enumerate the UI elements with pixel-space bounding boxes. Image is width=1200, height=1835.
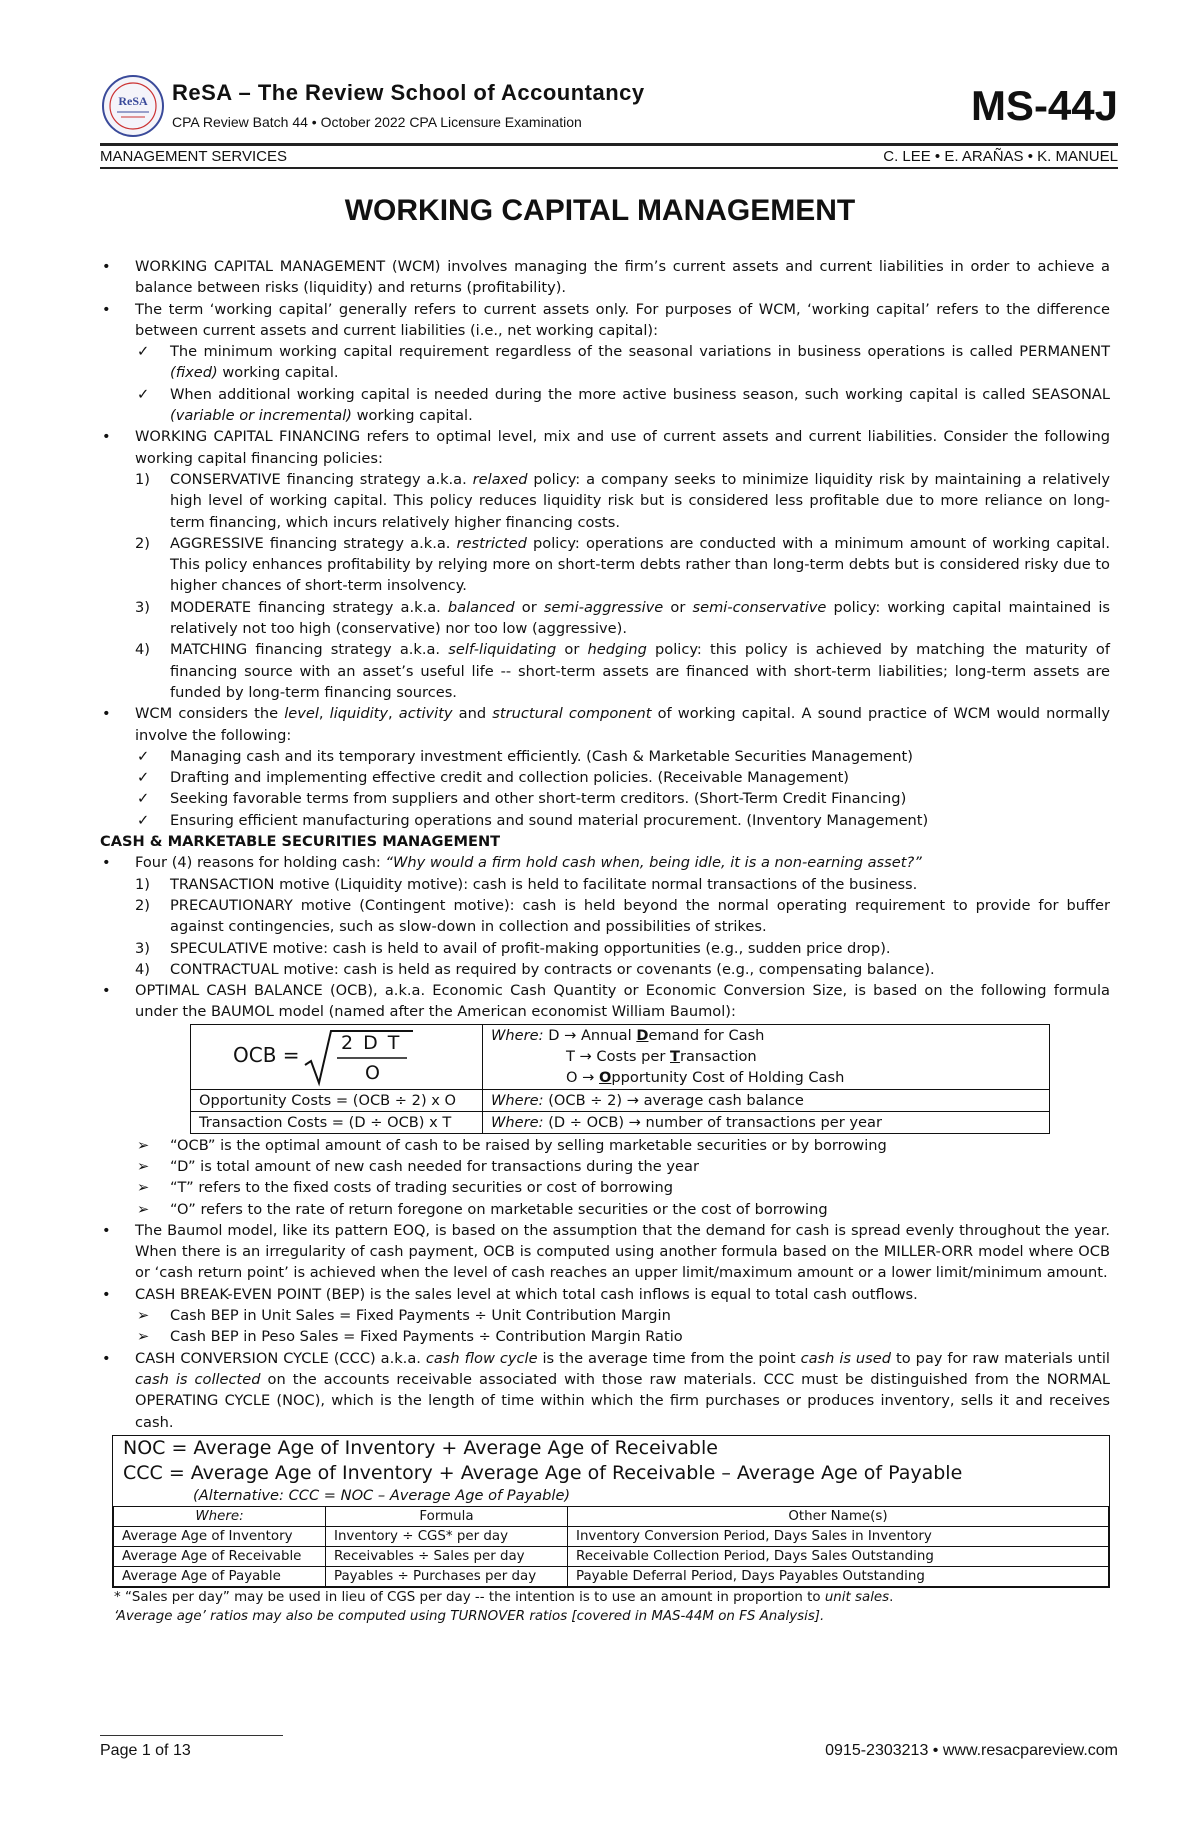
motive-item: 1) TRANSACTION motive (Liquidity motive): cash is held to facilitate normal transactions of the business. <box>135 875 918 893</box>
transaction-cost-where: Where: (D ÷ OCB) → number of transactions per year <box>483 1111 1050 1133</box>
arrow-item: ➢ Cash BEP in Peso Sales = Fixed Payments ÷ Contribution Margin Ratio <box>100 1326 1110 1347</box>
transaction-cost-formula: Transaction Costs = (D ÷ OCB) x T <box>191 1111 483 1133</box>
opportunity-cost-where: Where: (OCB ÷ 2) → average cash balance <box>483 1089 1050 1111</box>
bullet-ccc: • CASH CONVERSION CYCLE (CCC) a.k.a. cash flow cycle is the average time from the point cash is used to pay for raw materials until cash is collected on the accounts receivable associated with those raw materials. CCC must be distinguished from the NORMAL OPERATING CYCLE (NOC), which is the length of time within which the firm purchases or produces inventory, sells it and receives cash. <box>100 1348 1110 1433</box>
table-cell: Receivables ÷ Sales per day <box>326 1546 568 1566</box>
opportunity-cost-formula: Opportunity Costs = (OCB ÷ 2) x O <box>191 1089 483 1111</box>
footer-rule <box>100 1735 283 1736</box>
contact-info: 0915-2303213 • www.resacpareview.com <box>825 1742 1118 1759</box>
table-cell: Inventory ÷ CGS* per day <box>326 1526 568 1546</box>
bullet-financing: • WORKING CAPITAL FINANCING refers to optimal level, mix and use of current assets and current liabilities. Consider the following working capital financing policies: <box>100 426 1110 469</box>
table-cell: Average Age of Payable <box>114 1566 326 1586</box>
batch-line: CPA Review Batch 44 • October 2022 CPA Licensure Examination <box>172 114 582 130</box>
motive-item: 3) SPECULATIVE motive: cash is held to avail of profit-making opportunities (e.g., sudden price drop). <box>135 939 891 957</box>
bullet-wcm-definition: • WORKING CAPITAL MANAGEMENT (WCM) involves managing the firm’s current assets and current liabilities in order to achieve a balance between risks (liquidity) and returns (profitability). <box>100 256 1110 299</box>
formula-numerator: 2 D T <box>341 1031 402 1054</box>
document-body <box>100 256 1110 1626</box>
handout-code: MS-44J <box>970 82 1118 129</box>
check-item: ✓ Ensuring efficient manufacturing operations and sound material procurement. (Inventory Management) <box>100 810 1110 831</box>
ocb-formula <box>199 1025 474 1089</box>
table-cell: Inventory Conversion Period, Days Sales in Inventory <box>568 1526 1109 1546</box>
policy-aggressive: 2) AGGRESSIVE financing strategy a.k.a. restricted policy: operations are conducted with a minimum amount of working capital. This policy enhances profitability by relying more on short-term debts rather than long-term debts but is considered risky due to higher chances of short-term insolvency. <box>135 534 1110 595</box>
check-item: ✓ Managing cash and its temporary investment efficiently. (Cash & Marketable Securities Management) <box>100 746 1110 767</box>
footnote-turnover: ‘Average age’ ratios may also be computed using TURNOVER ratios [covered in MAS-44M on FS Analysis]. <box>114 1608 825 1624</box>
noc-formula: NOC = Average Age of Inventory + Average Age of Receivable <box>123 1436 718 1459</box>
policy-conservative: 1) CONSERVATIVE financing strategy a.k.a. relaxed policy: a company seeks to minimize liquidity risk by maintaining a relatively high level of working capital. This policy reduces liquidity risk but is considered less profitable due to more reliance on long-term financing, which incurs relatively higher financing costs. <box>135 470 1110 531</box>
ocb-where-cell: Where: D → Annual Demand for Cash T → Costs per Transaction O → Opportunity Cost of Holding Cash <box>483 1024 1050 1089</box>
table-row <box>114 1566 1109 1586</box>
page-number: Page 1 of 13 <box>100 1742 191 1759</box>
subheader-rule <box>100 167 1118 169</box>
table-row <box>114 1526 1109 1546</box>
bullet-baumol: • The Baumol model, like its pattern EOQ, is based on the assumption that the demand for cash is spread evenly throughout the year. When there is an irregularity of cash payment, OCB is computed using another formula based on the MILLER-ORR model where OCB or ‘cash return point’ is achieved when the level of cash reaches an upper limit/maximum amount or a lower limit/minimum amount. <box>100 1220 1110 1284</box>
check-permanent: ✓ The minimum working capital requirement regardless of the seasonal variations in business operations is called PERMANENT (fixed) working capital. <box>100 341 1110 384</box>
table-header-cell: Formula <box>326 1506 568 1526</box>
policy-matching: 4) MATCHING financing strategy a.k.a. self-liquidating or hedging policy: this policy is achieved by matching the maturity of financing source with an asset’s useful life -- short-term assets are financed with short-term liabilities; long-term assets are funded by long-term financing sources. <box>135 641 1110 701</box>
table-header-cell: Other Name(s) <box>568 1506 1109 1526</box>
average-age-table <box>113 1506 1109 1587</box>
motive-item: 4) CONTRACTUAL motive: cash is held as required by contracts or covenants (e.g., compensating balance). <box>135 960 935 978</box>
ccc-alternative: (Alternative: CCC = NOC – Average Age of Payable) <box>193 1486 571 1504</box>
table-cell: Payables ÷ Purchases per day <box>326 1566 568 1586</box>
subject-label: MANAGEMENT SERVICES <box>100 148 287 165</box>
arrow-item: ➢ “OCB” is the optimal amount of cash to be raised by selling marketable securities or by borrowing <box>100 1135 1110 1156</box>
check-item: ✓ Drafting and implementing effective credit and collection policies. (Receivable Management) <box>100 767 1110 788</box>
arrow-item: ➢ Cash BEP in Unit Sales = Fixed Payments ÷ Unit Contribution Margin <box>100 1305 1110 1326</box>
footnote-sales-per-day: * “Sales per day” may be used in lieu of CGS per day -- the intention is to use an amount in proportion to unit sales. <box>114 1589 894 1605</box>
table-row <box>114 1546 1109 1566</box>
table-header-row <box>114 1506 1109 1526</box>
bullet-wcm-considers: • WCM considers the level, liquidity, activity and structural component of working capital. A sound practice of WCM would normally involve the following: <box>100 703 1110 746</box>
check-item: ✓ Seeking favorable terms from suppliers and other short-term creditors. (Short-Term Credit Financing) <box>100 788 1110 809</box>
page-title: WORKING CAPITAL MANAGEMENT <box>344 194 856 227</box>
formula-denominator: O <box>365 1061 380 1084</box>
motive-item: 2) PRECAUTIONARY motive (Contingent motive): cash is held beyond the normal operating requirement to provide for buffer against contingencies, such as slow-down in collection and possibilities of strikes. <box>135 896 1110 936</box>
authors-label: C. LEE • E. ARAÑAS • K. MANUEL <box>883 148 1118 165</box>
table-header-cell: Where: <box>114 1506 326 1526</box>
table-cell: Average Age of Inventory <box>114 1526 326 1546</box>
arrow-item: ➢ “D” is total amount of new cash needed for transactions during the year <box>100 1156 1110 1177</box>
resa-logo-icon <box>101 74 165 138</box>
ccc-formula-box <box>112 1435 1110 1588</box>
bullet-reasons: • Four (4) reasons for holding cash: “Why would a firm hold cash when, being idle, it is a non-earning asset?” <box>100 852 1110 873</box>
bullet-cash-bep: • CASH BREAK-EVEN POINT (BEP) is the sales level at which total cash inflows is equal to total cash outflows. <box>100 1284 1110 1305</box>
ocb-formula-cell <box>191 1024 483 1089</box>
ocb-formula-table <box>190 1024 1050 1134</box>
table-cell: Average Age of Receivable <box>114 1546 326 1566</box>
arrow-item: ➢ “O” refers to the rate of return foregone on marketable securities or the cost of borrowing <box>100 1199 1110 1220</box>
check-seasonal: ✓ When additional working capital is needed during the more active business season, such working capital is called SEASONAL (variable or incremental) working capital. <box>100 384 1110 427</box>
bullet-ocb: • OPTIMAL CASH BALANCE (OCB), a.k.a. Economic Cash Quantity or Economic Conversion Size, is based on the following formula under the BAUMOL model (named after the American economist William Baumol): <box>100 980 1110 1023</box>
arrow-item: ➢ “T” refers to the fixed costs of trading securities or cost of borrowing <box>100 1177 1110 1198</box>
policy-moderate: 3) MODERATE financing strategy a.k.a. balanced or semi-aggressive or semi-conservative policy: working capital maintained is relatively not too high (conservative) nor too low (aggressive). <box>135 598 1111 638</box>
school-name: ReSA – The Review School of Accountancy <box>172 80 645 105</box>
table-cell: Receivable Collection Period, Days Sales Outstanding <box>568 1546 1109 1566</box>
formula-lhs: OCB = <box>233 1042 300 1067</box>
section-heading-cash: CASH & MARKETABLE SECURITIES MANAGEMENT <box>100 833 501 851</box>
table-cell: Payable Deferral Period, Days Payables Outstanding <box>568 1566 1109 1586</box>
header-rule <box>100 143 1118 146</box>
svg-text:ReSA: ReSA <box>118 94 148 108</box>
bullet-working-capital: • The term ‘working capital’ generally refers to current assets only. For purposes of WCM, ‘working capital’ refers to the difference between current assets and current liabilities (i.e., net working capital): <box>100 299 1110 342</box>
ccc-formula: CCC = Average Age of Inventory + Average Age of Receivable – Average Age of Payable <box>123 1461 963 1484</box>
